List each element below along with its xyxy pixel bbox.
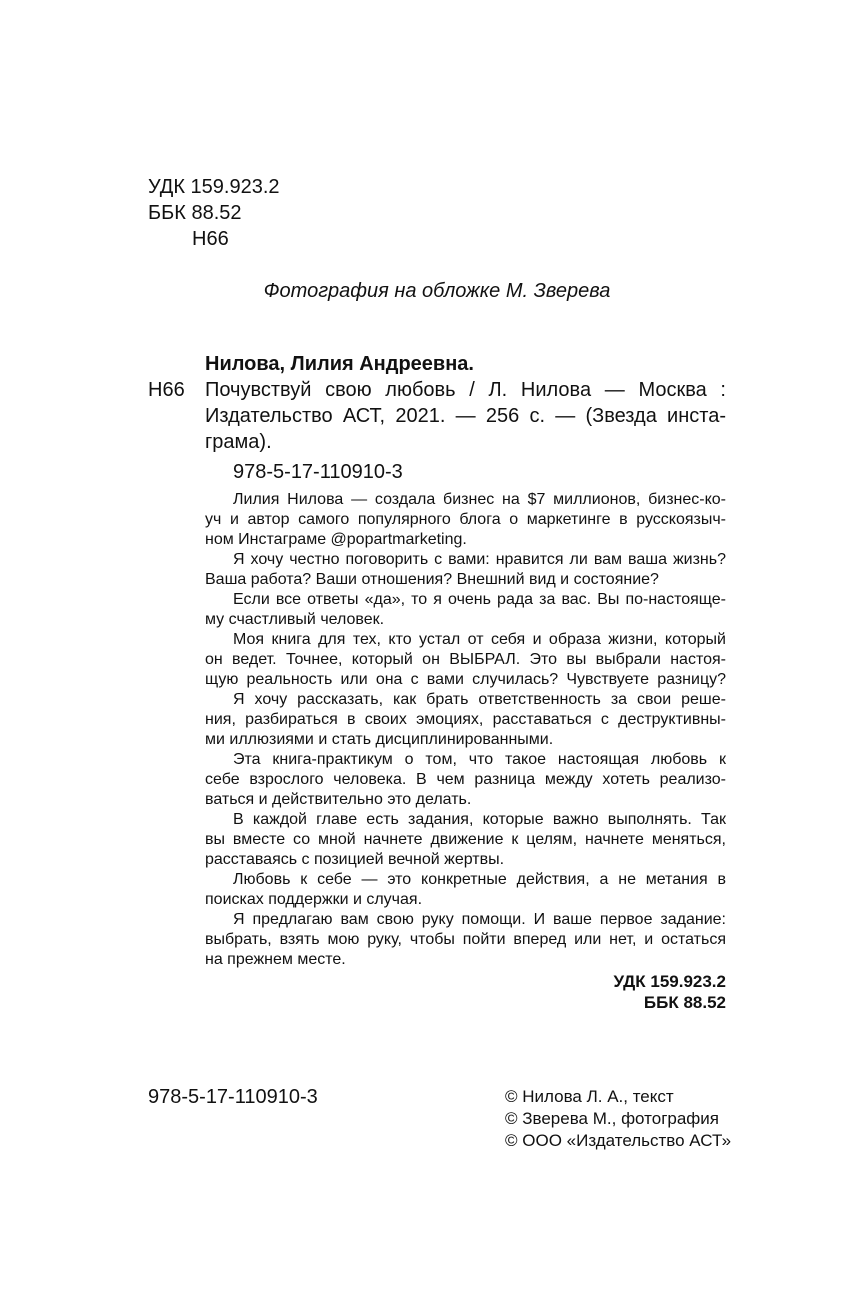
photo-credit: Фотография на обложке М. Зверева bbox=[263, 280, 611, 302]
summary-line: му счастливый человек. bbox=[205, 611, 385, 628]
summary-line: выбрать, взять мою руку, чтобы пойти вперед или нет, и остаться bbox=[205, 931, 726, 948]
summary-line: себе взрослого человека. В чем разница между хотеть реализо- bbox=[205, 771, 726, 788]
catalog-line-3: грама). bbox=[205, 431, 272, 453]
udk-code: УДК 159.923.2 bbox=[148, 176, 280, 198]
copyright-line: © Нилова Л. А., текст bbox=[505, 1087, 674, 1106]
summary-line: Моя книга для тех, кто устал от себя и образа жизни, который bbox=[233, 631, 726, 648]
bbk-code: ББК 88.52 bbox=[148, 202, 242, 224]
catalog-line-2: Издательство АСТ, 2021. — 256 с. — (Звезда инста- bbox=[205, 405, 726, 427]
summary-line: Если все ответы «да», то я очень рада за вас. Вы по-настояще- bbox=[233, 591, 726, 608]
author-mark: Н66 bbox=[192, 228, 229, 250]
isbn-bottom: 978-5-17-110910-3 bbox=[148, 1086, 318, 1108]
summary-line: В каждой главе есть задания, которые важно выполнять. Так bbox=[233, 811, 726, 828]
catalog-isbn: 978-5-17-110910-3 bbox=[233, 461, 403, 483]
summary-line: Я предлагаю вам свою руку помощи. И ваше первое задание: bbox=[233, 911, 726, 928]
udk-code-bottom: УДК 159.923.2 bbox=[613, 972, 726, 991]
summary-line: поисках поддержки и случая. bbox=[205, 891, 423, 908]
catalog-mark: Н66 bbox=[148, 379, 185, 401]
catalog-author: Нилова, Лилия Андреевна. bbox=[205, 353, 474, 375]
summary-line: Эта книга-практикум о том, что такое настоящая любовь к bbox=[233, 751, 726, 768]
copyright-line: © ООО «Издательство АСТ» bbox=[505, 1131, 732, 1150]
summary-line: Я хочу честно поговорить с вами: нравится ли вам ваша жизнь? bbox=[233, 551, 726, 568]
summary-line: он ведет. Точнее, который он ВЫБРАЛ. Это вы выбрали настоя- bbox=[205, 651, 726, 668]
bbk-code-bottom: ББК 88.52 bbox=[643, 993, 726, 1012]
summary-line: ном Инстаграме @popartmarketing. bbox=[205, 531, 467, 548]
summary-line: уч и автор самого популярного блога о маркетинге в русскоязыч- bbox=[205, 511, 726, 528]
summary-line: ми иллюзиями и стать дисциплинированными. bbox=[205, 731, 554, 748]
summary-line: на прежнем месте. bbox=[205, 951, 346, 968]
summary-line: Я хочу рассказать, как брать ответственность за свои реше- bbox=[233, 691, 726, 708]
summary-line: Лилия Нилова — создала бизнес на $7 миллионов, бизнес-ко- bbox=[233, 491, 726, 508]
summary-line: расставаясь с позицией вечной жертвы. bbox=[205, 851, 505, 868]
catalog-line-1: Почувствуй свою любовь / Л. Нилова — Москва : bbox=[205, 379, 726, 401]
summary-line: Любовь к себе — это конкретные действия, а не метания в bbox=[233, 871, 726, 888]
copyright-line: © Зверева М., фотография bbox=[505, 1109, 719, 1128]
summary-line: щую реальность или она с вами случилась? Чувствуете разницу? bbox=[205, 671, 726, 688]
summary-line: ваться и действительно это делать. bbox=[205, 791, 472, 808]
summary-line: ния, разбираться в своих эмоциях, расставаться с деструктивны- bbox=[205, 711, 726, 728]
summary-line: Ваша работа? Ваши отношения? Внешний вид и состояние? bbox=[205, 571, 659, 588]
summary-line: вы вместе со мной начнете движение к целям, начнете меняться, bbox=[205, 831, 726, 848]
